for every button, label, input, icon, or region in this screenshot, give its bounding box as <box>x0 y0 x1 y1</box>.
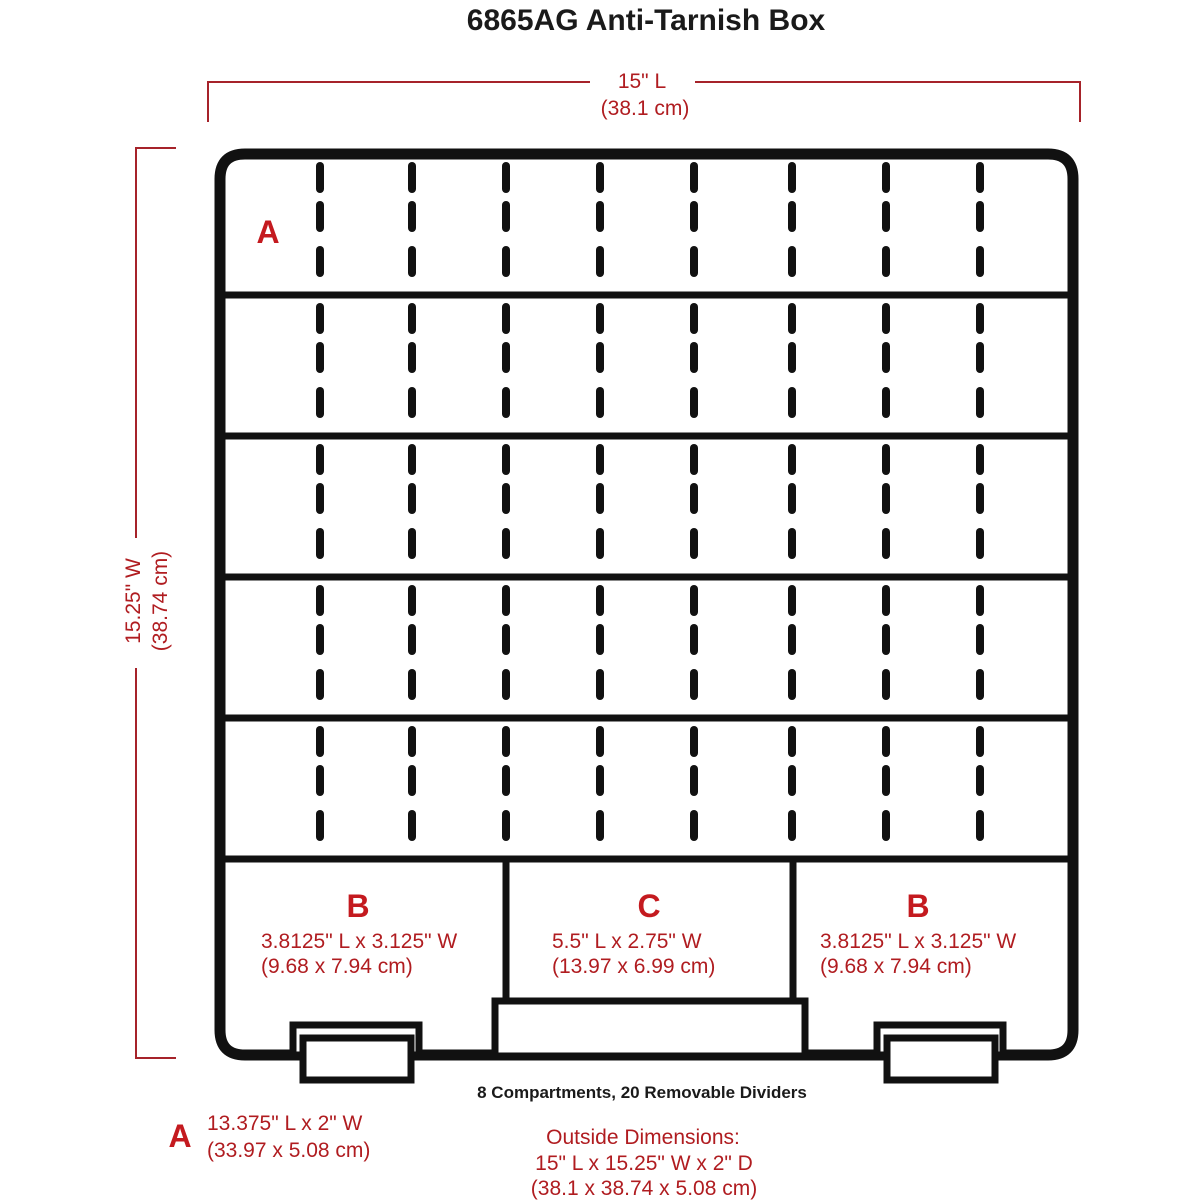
compartment-a-marker: A <box>256 214 280 250</box>
left-latch <box>303 1038 411 1080</box>
compartment-c-size: 5.5" L x 2.75" W <box>552 930 702 953</box>
compartment-c-letter: C <box>637 888 661 924</box>
outside-dimensions-metric: (38.1 x 38.74 x 5.08 cm) <box>530 1177 758 1200</box>
box-hardware <box>293 1001 1003 1080</box>
right-latch <box>887 1038 995 1080</box>
width-dimension-bottom-line <box>136 668 176 1058</box>
compartment-a-legend <box>168 1112 370 1162</box>
outside-dimensions-heading: Outside Dimensions: <box>546 1126 740 1149</box>
length-dimension-right-line <box>695 82 1080 122</box>
center-handle <box>495 1001 805 1056</box>
outside-dimensions <box>531 1126 757 1200</box>
length-dimension <box>208 70 1080 122</box>
compartment-b-right-letter: B <box>906 888 930 924</box>
width-metric-label: (38.74 cm) <box>149 550 172 652</box>
length-imperial-label: 15" L <box>617 70 667 93</box>
compartment-c <box>552 888 715 978</box>
compartments-caption: 8 Compartments, 20 Removable Dividers <box>477 1083 807 1102</box>
outside-dimensions-imperial: 15" L x 15.25" W x 2" D <box>535 1152 753 1175</box>
horizontal-dividers <box>222 295 1071 859</box>
compartment-b-left <box>261 888 457 978</box>
compartment-b-left-letter: B <box>346 888 370 924</box>
diagram-title: 6865AG Anti-Tarnish Box <box>466 4 826 37</box>
length-metric-label: (38.1 cm) <box>600 97 690 120</box>
compartment-b-right-metric: (9.68 x 7.94 cm) <box>820 955 972 978</box>
legend-a-metric: (33.97 x 5.08 cm) <box>207 1139 371 1162</box>
compartment-b-right <box>820 888 1016 978</box>
legend-a-size: 13.375" L x 2" W <box>207 1112 363 1135</box>
compartment-b-left-metric: (9.68 x 7.94 cm) <box>261 955 413 978</box>
width-imperial-label: 15.25" W <box>122 558 145 644</box>
width-dimension <box>122 148 176 1058</box>
compartment-b-left-size: 3.8125" L x 3.125" W <box>261 930 458 953</box>
divider-slots <box>320 166 980 837</box>
width-dimension-top-line <box>136 148 176 538</box>
length-dimension-left-line <box>208 82 590 122</box>
compartment-b-right-size: 3.8125" L x 3.125" W <box>820 930 1017 953</box>
compartment-c-metric: (13.97 x 6.99 cm) <box>552 955 716 978</box>
legend-a-letter: A <box>168 1118 192 1154</box>
